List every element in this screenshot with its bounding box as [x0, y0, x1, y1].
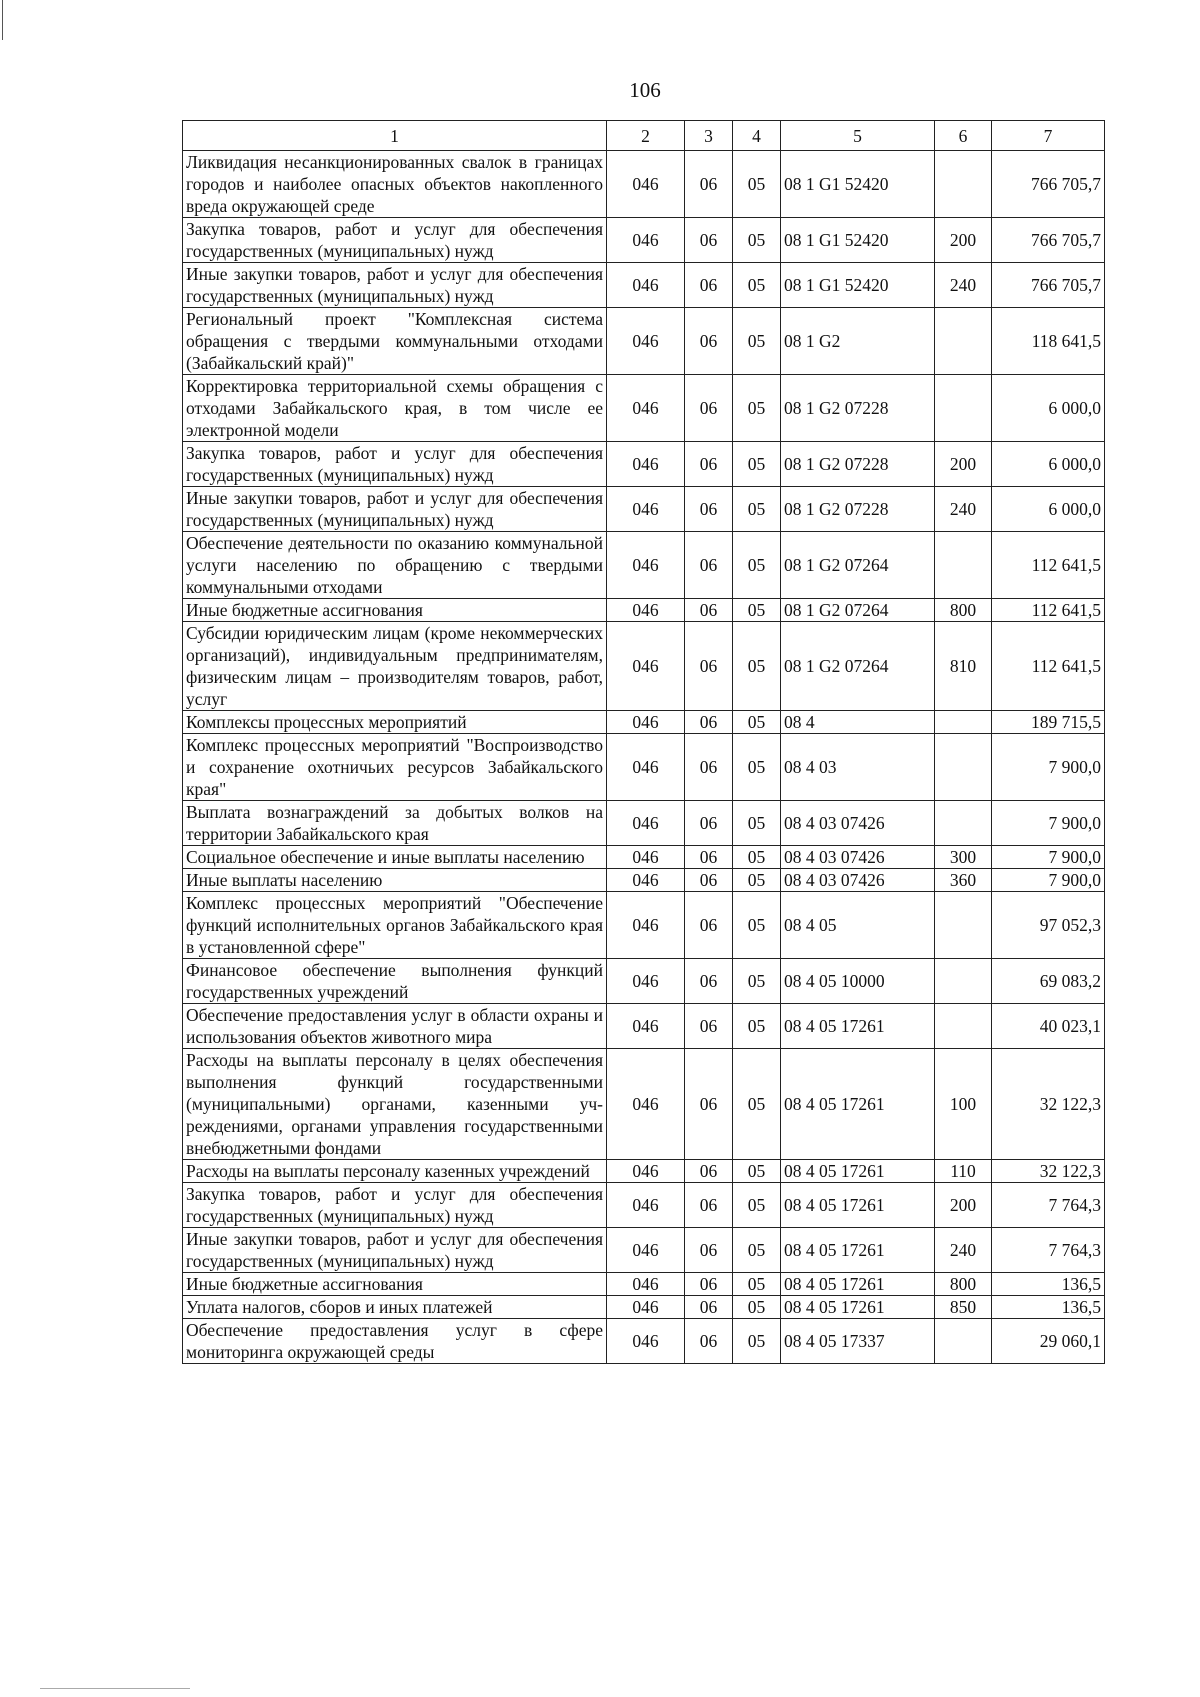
- admin-code-cell: 046: [607, 1183, 685, 1228]
- section-code-cell: 06: [685, 442, 733, 487]
- amount-cell: 6 000,0: [992, 375, 1105, 442]
- section-code-cell: 06: [685, 1228, 733, 1273]
- expense-type-cell: [935, 308, 992, 375]
- expense-type-cell: 360: [935, 869, 992, 892]
- target-article-cell: 08 4 05: [781, 892, 935, 959]
- expense-type-cell: [935, 1319, 992, 1364]
- subsection-code-cell: 05: [733, 442, 781, 487]
- row-name-cell: Субсидии юридическим лицам (кроме некоммерческих организаций), индивидуальным предпринимателям, физическим лицам – производителям товаров, работ, услуг: [183, 622, 607, 711]
- row-name-cell: Комплекс процессных мероприятий "Воспроизводство и сохранение охотничьих ресурсов Забайкальского края": [183, 734, 607, 801]
- section-code-cell: 06: [685, 375, 733, 442]
- table-row: [183, 375, 1105, 442]
- section-code-cell: 06: [685, 959, 733, 1004]
- row-name-cell: Расходы на выплаты персоналу в целях обеспечения выполнения функций государственными (муниципальными) органами, казенными учреждениями, органами управления государственными внебюджетными фондами: [183, 1049, 607, 1160]
- amount-cell: 6 000,0: [992, 487, 1105, 532]
- admin-code-cell: 046: [607, 711, 685, 734]
- amount-cell: 112 641,5: [992, 622, 1105, 711]
- expense-type-cell: [935, 1004, 992, 1049]
- column-header: 3: [685, 121, 733, 151]
- admin-code-cell: 046: [607, 151, 685, 218]
- row-name-cell: Иные выплаты населению: [183, 869, 607, 892]
- row-name-cell: Региональный проект "Комплексная система обращения с твердыми коммунальными отходами (Забайкальский край)": [183, 308, 607, 375]
- target-article-cell: 08 4 05 17261: [781, 1049, 935, 1160]
- table-row: [183, 711, 1105, 734]
- row-name-cell: Иные бюджетные ассигнования: [183, 1273, 607, 1296]
- admin-code-cell: 046: [607, 1273, 685, 1296]
- table-row: [183, 1228, 1105, 1273]
- row-name-cell: Расходы на выплаты персоналу казенных учреждений: [183, 1160, 607, 1183]
- admin-code-cell: 046: [607, 375, 685, 442]
- amount-cell: 112 641,5: [992, 532, 1105, 599]
- expense-type-cell: [935, 711, 992, 734]
- page-number: 106: [629, 78, 661, 102]
- admin-code-cell: 046: [607, 442, 685, 487]
- expense-type-cell: [935, 734, 992, 801]
- admin-code-cell: 046: [607, 1160, 685, 1183]
- expense-type-cell: [935, 801, 992, 846]
- table-row: [183, 532, 1105, 599]
- admin-code-cell: 046: [607, 532, 685, 599]
- row-name-cell: Ликвидация несанкционированных свалок в границах городов и наиболее опасных объектов накопленного вреда окружающей среде: [183, 151, 607, 218]
- table-row: [183, 151, 1105, 218]
- amount-cell: 112 641,5: [992, 599, 1105, 622]
- target-article-cell: 08 1 G2 07228: [781, 487, 935, 532]
- section-code-cell: 06: [685, 846, 733, 869]
- section-code-cell: 06: [685, 1049, 733, 1160]
- subsection-code-cell: 05: [733, 869, 781, 892]
- section-code-cell: 06: [685, 892, 733, 959]
- admin-code-cell: 046: [607, 1228, 685, 1273]
- amount-cell: 766 705,7: [992, 151, 1105, 218]
- subsection-code-cell: 05: [733, 1228, 781, 1273]
- admin-code-cell: 046: [607, 599, 685, 622]
- row-name-cell: Иные закупки товаров, работ и услуг для обеспечения государственных (муниципальных) нужд: [183, 487, 607, 532]
- amount-cell: 118 641,5: [992, 308, 1105, 375]
- expense-type-cell: 240: [935, 263, 992, 308]
- amount-cell: 7 900,0: [992, 734, 1105, 801]
- section-code-cell: 06: [685, 801, 733, 846]
- expense-type-cell: 240: [935, 487, 992, 532]
- amount-cell: 7 900,0: [992, 846, 1105, 869]
- target-article-cell: 08 4 03 07426: [781, 846, 935, 869]
- amount-cell: 32 122,3: [992, 1160, 1105, 1183]
- row-name-cell: Выплата вознаграждений за добытых волков на территории Забайкальского края: [183, 801, 607, 846]
- table-row: [183, 846, 1105, 869]
- subsection-code-cell: 05: [733, 801, 781, 846]
- row-name-cell: Закупка товаров, работ и услуг для обеспечения государственных (муниципальных) нужд: [183, 442, 607, 487]
- amount-cell: 29 060,1: [992, 1319, 1105, 1364]
- column-header: 4: [733, 121, 781, 151]
- expense-type-cell: 800: [935, 599, 992, 622]
- target-article-cell: 08 4 03: [781, 734, 935, 801]
- section-code-cell: 06: [685, 532, 733, 599]
- subsection-code-cell: 05: [733, 622, 781, 711]
- section-code-cell: 06: [685, 711, 733, 734]
- table-row: [183, 599, 1105, 622]
- amount-cell: 136,5: [992, 1296, 1105, 1319]
- row-name-cell: Комплекс процессных мероприятий "Обеспечение функций исполнительных органов Забайкальского края в установленной сфере": [183, 892, 607, 959]
- section-code-cell: 06: [685, 1296, 733, 1319]
- subsection-code-cell: 05: [733, 711, 781, 734]
- target-article-cell: 08 4 05 17261: [781, 1273, 935, 1296]
- subsection-code-cell: 05: [733, 1049, 781, 1160]
- section-code-cell: 06: [685, 308, 733, 375]
- table-row: [183, 1319, 1105, 1364]
- section-code-cell: 06: [685, 599, 733, 622]
- target-article-cell: 08 4 03 07426: [781, 801, 935, 846]
- table-row: [183, 959, 1105, 1004]
- table-row: [183, 801, 1105, 846]
- expense-type-cell: 200: [935, 218, 992, 263]
- section-code-cell: 06: [685, 151, 733, 218]
- section-code-cell: 06: [685, 1273, 733, 1296]
- target-article-cell: 08 1 G2 07264: [781, 599, 935, 622]
- header-row: [183, 121, 1105, 151]
- section-code-cell: 06: [685, 1319, 733, 1364]
- scan-edge-mark-left: [2, 0, 3, 40]
- expense-type-cell: 300: [935, 846, 992, 869]
- table-row: [183, 1049, 1105, 1160]
- subsection-code-cell: 05: [733, 532, 781, 599]
- admin-code-cell: 046: [607, 1319, 685, 1364]
- admin-code-cell: 046: [607, 846, 685, 869]
- table-row: [183, 218, 1105, 263]
- admin-code-cell: 046: [607, 263, 685, 308]
- budget-table: [182, 120, 1105, 1364]
- subsection-code-cell: 05: [733, 1273, 781, 1296]
- expense-type-cell: [935, 892, 992, 959]
- amount-cell: 7 764,3: [992, 1183, 1105, 1228]
- row-name-cell: Обеспечение предоставления услуг в области охраны и использования объектов животного мира: [183, 1004, 607, 1049]
- subsection-code-cell: 05: [733, 1004, 781, 1049]
- amount-cell: 40 023,1: [992, 1004, 1105, 1049]
- amount-cell: 136,5: [992, 1273, 1105, 1296]
- target-article-cell: 08 1 G2 07264: [781, 622, 935, 711]
- admin-code-cell: 046: [607, 892, 685, 959]
- subsection-code-cell: 05: [733, 263, 781, 308]
- row-name-cell: Иные бюджетные ассигнования: [183, 599, 607, 622]
- row-name-cell: Социальное обеспечение и иные выплаты населению: [183, 846, 607, 869]
- row-name-cell: Комплексы процессных мероприятий: [183, 711, 607, 734]
- target-article-cell: 08 1 G1 52420: [781, 218, 935, 263]
- target-article-cell: 08 1 G2 07228: [781, 375, 935, 442]
- admin-code-cell: 046: [607, 218, 685, 263]
- table-row: [183, 487, 1105, 532]
- amount-cell: 7 900,0: [992, 801, 1105, 846]
- amount-cell: 7 764,3: [992, 1228, 1105, 1273]
- amount-cell: 69 083,2: [992, 959, 1105, 1004]
- scan-edge-mark-bottom: [40, 1688, 190, 1689]
- admin-code-cell: 046: [607, 308, 685, 375]
- admin-code-cell: 046: [607, 1004, 685, 1049]
- target-article-cell: 08 1 G1 52420: [781, 263, 935, 308]
- section-code-cell: 06: [685, 869, 733, 892]
- table-body: [183, 151, 1105, 1364]
- amount-cell: 7 900,0: [992, 869, 1105, 892]
- target-article-cell: 08 4 05 17261: [781, 1004, 935, 1049]
- row-name-cell: Корректировка территориальной схемы обращения с отходами Забайкальского края, в том числе ее электронной модели: [183, 375, 607, 442]
- target-article-cell: 08 4 05 17261: [781, 1228, 935, 1273]
- expense-type-cell: [935, 151, 992, 218]
- admin-code-cell: 046: [607, 734, 685, 801]
- section-code-cell: 06: [685, 263, 733, 308]
- target-article-cell: 08 4 05 17261: [781, 1183, 935, 1228]
- expense-type-cell: [935, 375, 992, 442]
- expense-type-cell: [935, 532, 992, 599]
- subsection-code-cell: 05: [733, 1319, 781, 1364]
- subsection-code-cell: 05: [733, 1183, 781, 1228]
- amount-cell: 32 122,3: [992, 1049, 1105, 1160]
- table-row: [183, 1004, 1105, 1049]
- section-code-cell: 06: [685, 734, 733, 801]
- row-name-cell: Обеспечение предоставления услуг в сфере мониторинга окружающей среды: [183, 1319, 607, 1364]
- section-code-cell: 06: [685, 622, 733, 711]
- subsection-code-cell: 05: [733, 218, 781, 263]
- target-article-cell: 08 4 05 17337: [781, 1319, 935, 1364]
- admin-code-cell: 046: [607, 1296, 685, 1319]
- expense-type-cell: 240: [935, 1228, 992, 1273]
- table-row: [183, 442, 1105, 487]
- column-header: 5: [781, 121, 935, 151]
- row-name-cell: Уплата налогов, сборов и иных платежей: [183, 1296, 607, 1319]
- expense-type-cell: 200: [935, 442, 992, 487]
- target-article-cell: 08 4: [781, 711, 935, 734]
- section-code-cell: 06: [685, 487, 733, 532]
- amount-cell: 189 715,5: [992, 711, 1105, 734]
- target-article-cell: 08 4 05 17261: [781, 1160, 935, 1183]
- expense-type-cell: 110: [935, 1160, 992, 1183]
- admin-code-cell: 046: [607, 801, 685, 846]
- amount-cell: 766 705,7: [992, 218, 1105, 263]
- expense-type-cell: 810: [935, 622, 992, 711]
- subsection-code-cell: 05: [733, 734, 781, 801]
- target-article-cell: 08 1 G2 07228: [781, 442, 935, 487]
- subsection-code-cell: 05: [733, 151, 781, 218]
- subsection-code-cell: 05: [733, 1160, 781, 1183]
- table-row: [183, 892, 1105, 959]
- table-row: [183, 1160, 1105, 1183]
- table-row: [183, 308, 1105, 375]
- table-row: [183, 1296, 1105, 1319]
- target-article-cell: 08 4 05 17261: [781, 1296, 935, 1319]
- row-name-cell: Обеспечение деятельности по оказанию коммунальной услуги населению по обращению с твердыми коммунальными отходами: [183, 532, 607, 599]
- target-article-cell: 08 1 G1 52420: [781, 151, 935, 218]
- row-name-cell: Иные закупки товаров, работ и услуг для обеспечения государственных (муниципальных) нужд: [183, 263, 607, 308]
- subsection-code-cell: 05: [733, 892, 781, 959]
- row-name-cell: Закупка товаров, работ и услуг для обеспечения государственных (муниципальных) нужд: [183, 1183, 607, 1228]
- column-header: 6: [935, 121, 992, 151]
- target-article-cell: 08 1 G2 07264: [781, 532, 935, 599]
- admin-code-cell: 046: [607, 869, 685, 892]
- row-name-cell: Финансовое обеспечение выполнения функций государственных учреждений: [183, 959, 607, 1004]
- subsection-code-cell: 05: [733, 599, 781, 622]
- admin-code-cell: 046: [607, 1049, 685, 1160]
- section-code-cell: 06: [685, 218, 733, 263]
- table-row: [183, 263, 1105, 308]
- expense-type-cell: 800: [935, 1273, 992, 1296]
- column-header: 1: [183, 121, 607, 151]
- row-name-cell: Иные закупки товаров, работ и услуг для обеспечения государственных (муниципальных) нужд: [183, 1228, 607, 1273]
- section-code-cell: 06: [685, 1160, 733, 1183]
- subsection-code-cell: 05: [733, 846, 781, 869]
- subsection-code-cell: 05: [733, 487, 781, 532]
- table-row: [183, 622, 1105, 711]
- target-article-cell: 08 4 05 10000: [781, 959, 935, 1004]
- expense-type-cell: 200: [935, 1183, 992, 1228]
- table-row: [183, 734, 1105, 801]
- subsection-code-cell: 05: [733, 375, 781, 442]
- admin-code-cell: 046: [607, 487, 685, 532]
- expense-type-cell: [935, 959, 992, 1004]
- column-header: 7: [992, 121, 1105, 151]
- admin-code-cell: 046: [607, 622, 685, 711]
- subsection-code-cell: 05: [733, 959, 781, 1004]
- subsection-code-cell: 05: [733, 308, 781, 375]
- expense-type-cell: 850: [935, 1296, 992, 1319]
- amount-cell: 766 705,7: [992, 263, 1105, 308]
- column-header: 2: [607, 121, 685, 151]
- row-name-cell: Закупка товаров, работ и услуг для обеспечения государственных (муниципальных) нужд: [183, 218, 607, 263]
- section-code-cell: 06: [685, 1183, 733, 1228]
- section-code-cell: 06: [685, 1004, 733, 1049]
- table-row: [183, 869, 1105, 892]
- subsection-code-cell: 05: [733, 1296, 781, 1319]
- amount-cell: 6 000,0: [992, 442, 1105, 487]
- admin-code-cell: 046: [607, 959, 685, 1004]
- target-article-cell: 08 1 G2: [781, 308, 935, 375]
- amount-cell: 97 052,3: [992, 892, 1105, 959]
- table-row: [183, 1183, 1105, 1228]
- target-article-cell: 08 4 03 07426: [781, 869, 935, 892]
- expense-type-cell: 100: [935, 1049, 992, 1160]
- table-row: [183, 1273, 1105, 1296]
